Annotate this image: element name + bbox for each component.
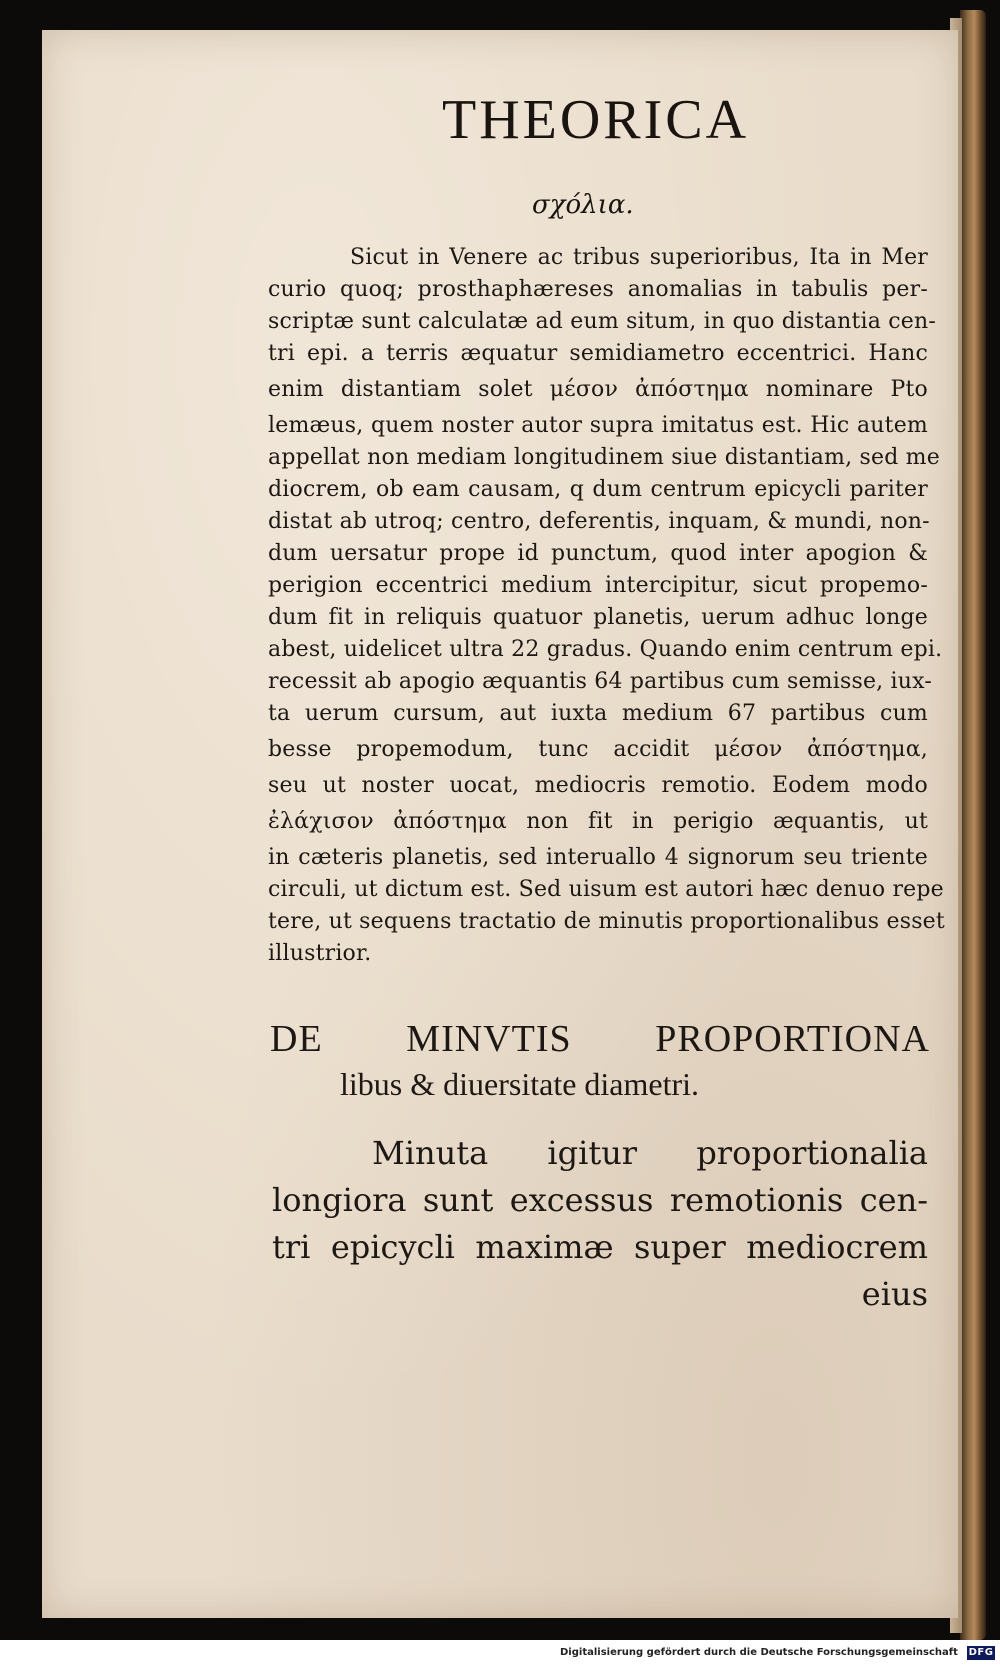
scholia-paragraph bbox=[268, 242, 945, 970]
section-heading-line-1: DE MINVTIS PROPORTIONA bbox=[270, 1018, 930, 1060]
paragraph-line: illustrior. bbox=[268, 941, 372, 966]
section-body bbox=[272, 1130, 928, 1318]
dfg-logo-icon: DFG bbox=[968, 1647, 994, 1658]
paragraph-line: in cæteris planetis, sed interuallo 4 signorum seu triente bbox=[268, 845, 928, 870]
paragraph-line: besse propemodum, tunc accidit μέσον ἀπόστημα, bbox=[268, 737, 928, 762]
paragraph-line: diocrem, ob eam causam, q dum centrum epicycli pariter bbox=[268, 477, 928, 502]
paragraph-line: ta uerum cursum, aut iuxta medium 67 partibus cum bbox=[268, 701, 928, 726]
paragraph-line: Sicut in Venere ac tribus superioribus, Ita in Mer bbox=[350, 245, 928, 270]
running-head: THEORICA bbox=[442, 89, 750, 151]
body-line: longiora sunt excessus remotionis cen- bbox=[272, 1181, 928, 1219]
paragraph-line: scriptæ sunt calculatæ ad eum situm, in quo distantia cen- bbox=[268, 309, 937, 334]
paragraph-line: dum uersatur prope id punctum, quod inter apogion & bbox=[268, 541, 928, 566]
paragraph-line: tere, ut sequens tractatio de minutis proportionalibus esset bbox=[268, 909, 945, 934]
paragraph-line: circuli, ut dictum est. Sed uisum est autori hæc denuo repe bbox=[268, 877, 944, 902]
paragraph-line: enim distantiam solet μέσον ἀπόστημα nominare Pto bbox=[268, 377, 928, 402]
paragraph-line: seu ut noster uocat, mediocris remotio. Eodem modo bbox=[268, 773, 928, 798]
footer-credit: Digitalisierung gefördert durch die Deutsche Forschungsgemeinschaft bbox=[560, 1647, 958, 1658]
book-leaf-edge bbox=[960, 10, 986, 1640]
body-line: Minuta igitur proportionalia bbox=[372, 1134, 928, 1172]
catchword: eius bbox=[861, 1275, 928, 1313]
scholia-heading: σχόλια. bbox=[532, 190, 634, 220]
section-heading bbox=[270, 1015, 930, 1105]
paragraph-line: curio quoq; prosthaphæreses anomalias in tabulis per- bbox=[268, 277, 928, 302]
body-line: tri epicycli maximæ super mediocrem bbox=[272, 1228, 928, 1266]
paragraph-line: tri epi. a terris æquatur semidiametro eccentrici. Hanc bbox=[268, 341, 928, 366]
paragraph-line: distat ab utroq; centro, deferentis, inquam, & mundi, non- bbox=[268, 509, 930, 534]
paragraph-line: dum fit in reliquis quatuor planetis, uerum adhuc longe bbox=[268, 605, 928, 630]
section-heading-line-2: libus & diuersitate diametri. bbox=[340, 1066, 700, 1102]
paragraph-line: lemæus, quem noster autor supra imitatus est. Hic autem bbox=[268, 413, 928, 438]
paragraph-line: abest, uidelicet ultra 22 gradus. Quando enim centrum epi. bbox=[268, 637, 943, 662]
page-content bbox=[42, 30, 958, 1618]
paragraph-line: appellat non mediam longitudinem siue distantiam, sed me bbox=[268, 445, 940, 470]
paragraph-line: perigion eccentrici medium intercipitur, sicut propemo- bbox=[268, 573, 928, 598]
paragraph-line: ἐλάχισον ἀπόστημα non fit in perigio æquantis, ut bbox=[268, 809, 928, 834]
paragraph-line: recessit ab apogio æquantis 64 partibus cum semisse, iux- bbox=[268, 669, 933, 694]
book-page bbox=[42, 30, 958, 1618]
